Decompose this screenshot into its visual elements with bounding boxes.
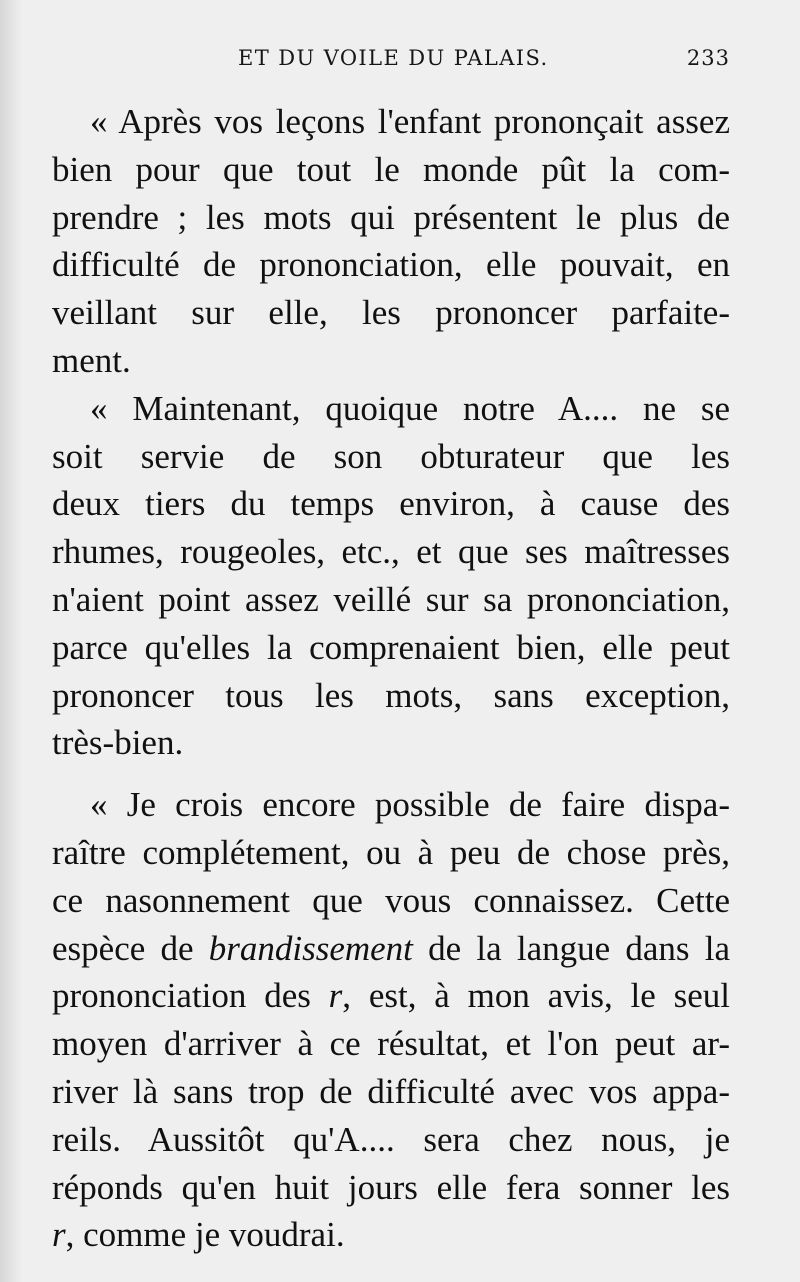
text-line: river là sans trop de difficulté avec vos appa-: [52, 1071, 730, 1111]
text-line: bien pour que tout le monde pût la com-: [52, 149, 730, 189]
text-line: prononcer tous les mots, sans exception,: [52, 675, 730, 715]
text-line: raître complétement, ou à peu de chose près,: [52, 832, 730, 872]
text-line: rhumes, rougeoles, etc., et que ses maîtresses: [52, 532, 730, 572]
paragraph: [52, 98, 730, 385]
text-line: ment.: [52, 340, 131, 380]
page-header: [0, 44, 800, 84]
text-line: difficulté de prononciation, elle pouvait, en: [52, 245, 730, 285]
text-line: ce nasonnement que vous connaissez. Cette: [52, 880, 730, 920]
text-line: n'aient point assez veillé sur sa prononciation,: [52, 579, 730, 619]
italic-term: r: [52, 1215, 66, 1255]
text-line: soit servie de son obturateur que les: [52, 436, 730, 476]
text-line: [52, 1211, 730, 1259]
text-line: très-bien.: [52, 723, 184, 763]
paragraph: [52, 781, 730, 1259]
paragraph-gap: [52, 767, 730, 781]
binding-shadow: [0, 0, 22, 1282]
text-line: réponds qu'en huit jours elle fera sonner les: [52, 1167, 730, 1207]
text-segment: , est, à mon avis, le seul: [342, 976, 730, 1016]
text-line: « Je crois encore possible de faire dispa-: [90, 785, 730, 825]
text-segment: de la langue dans la: [412, 928, 730, 968]
text-line: parce qu'elles la comprenaient bien, elle peut: [52, 627, 730, 667]
text-segment: prononciation des: [52, 976, 329, 1016]
text-line: moyen d'arriver à ce résultat, et l'on peut ar-: [52, 1024, 730, 1064]
running-title: ET DU VOILE DU PALAIS.: [238, 46, 549, 70]
text-line: « Maintenant, quoique notre A.... ne se: [90, 388, 730, 428]
text-line: deux tiers du temps environ, à cause des: [52, 484, 730, 524]
page-number: 233: [686, 46, 730, 70]
italic-term: brandissement: [208, 928, 413, 968]
text-segment: espèce de: [52, 928, 209, 968]
text-line: veillant sur elle, les prononcer parfaite-: [52, 293, 730, 333]
text-line: [52, 972, 730, 1020]
text-line: [52, 925, 730, 973]
text-line: prendre ; les mots qui présentent le plus de: [52, 197, 730, 237]
text-segment: , comme je voudrai.: [65, 1215, 345, 1255]
text-line: reils. Aussitôt qu'A.... sera chez nous, je: [52, 1119, 730, 1159]
paragraph: [52, 385, 730, 767]
body-text: [52, 98, 730, 1259]
italic-term: r: [328, 976, 343, 1016]
text-line: « Après vos leçons l'enfant prononçait assez: [90, 102, 730, 141]
